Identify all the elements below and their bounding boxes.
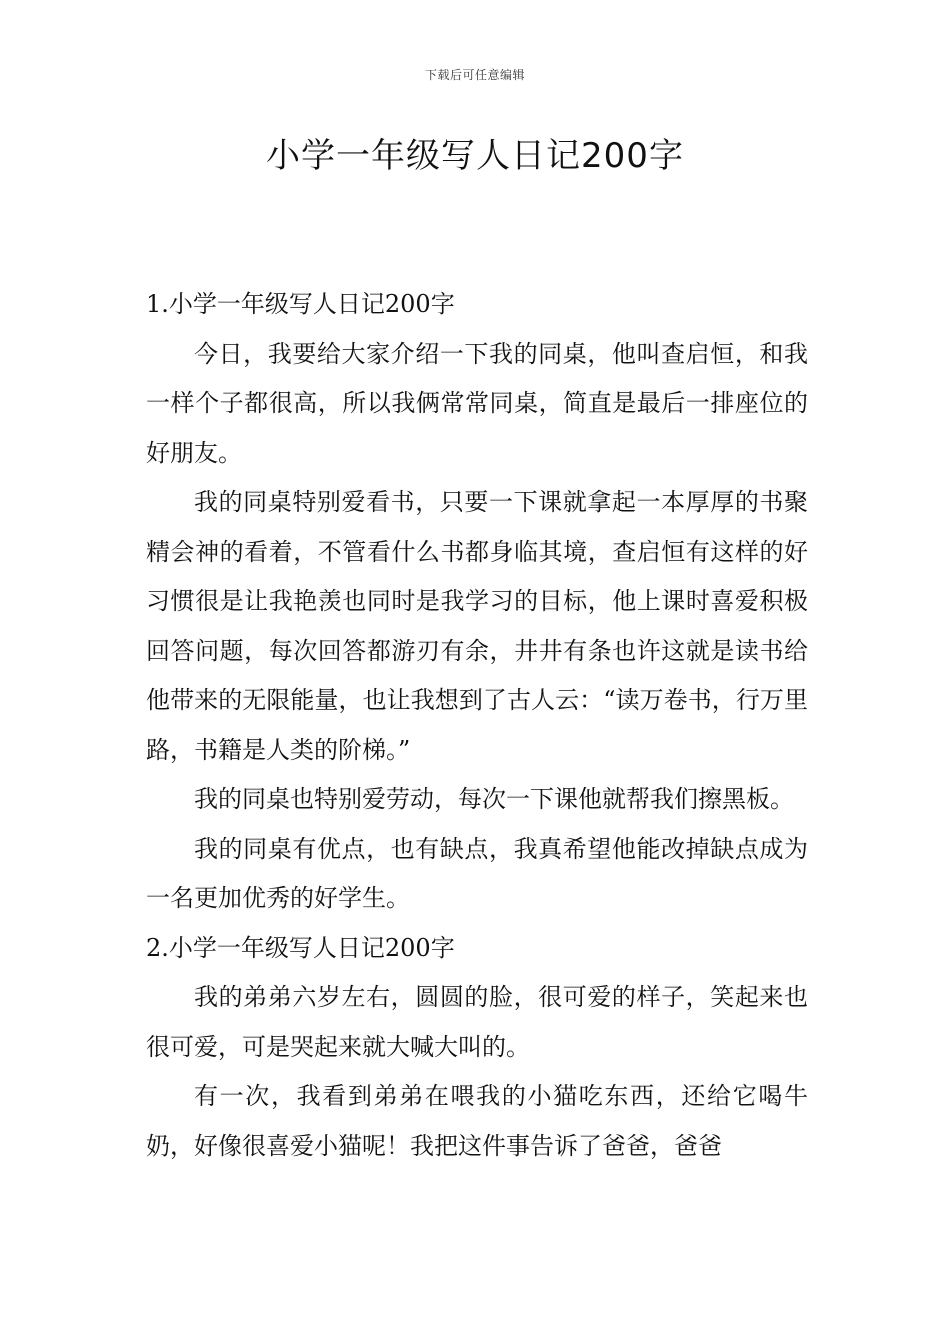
paragraph: 我的弟弟六岁左右，圆圆的脸，很可爱的样子，笑起来也很可爱，可是哭起来就大喊大叫的。 <box>146 983 808 1061</box>
document-body <box>146 280 808 1171</box>
paragraph: 我的同桌有优点，也有缺点，我真希望他能改掉缺点成为一名更加优秀的好学生。 <box>146 834 808 912</box>
section-heading: 2.小学一年级写人日记200字 <box>146 933 455 962</box>
paragraph: 有一次，我看到弟弟在喂我的小猫吃东西，还给它喝牛奶，好像很喜爱小猫呢！我把这件事告诉了爸爸，爸爸 <box>146 1082 808 1160</box>
paragraph: 今日，我要给大家介绍一下我的同桌，他叫查启恒，和我一样个子都很高，所以我俩常常同桌，简直是最后一排座位的好朋友。 <box>146 339 808 467</box>
header-watermark: 下载后可任意编辑 <box>424 68 525 82</box>
document-title: 小学一年级写人日记200字 <box>266 136 684 176</box>
section-heading: 1.小学一年级写人日记200字 <box>146 290 455 318</box>
paragraph: 我的同桌也特别爱劳动，每次一下课他就帮我们擦黑板。 <box>194 785 794 813</box>
paragraph: 我的同桌特别爱看书，只要一下课就拿起一本厚厚的书聚精会神的看着，不管看什么书都身临其境，查启恒有这样的好习惯很是让我艳羡也同时是我学习的目标，他上课时喜爱积极回答问题，每次回答都游刃有余，井井有条也许这就是读书给他带来的无限能量，也让我想到了古人云：“读万卷书，行万里路，书籍是人类的阶梯。” <box>146 488 808 764</box>
